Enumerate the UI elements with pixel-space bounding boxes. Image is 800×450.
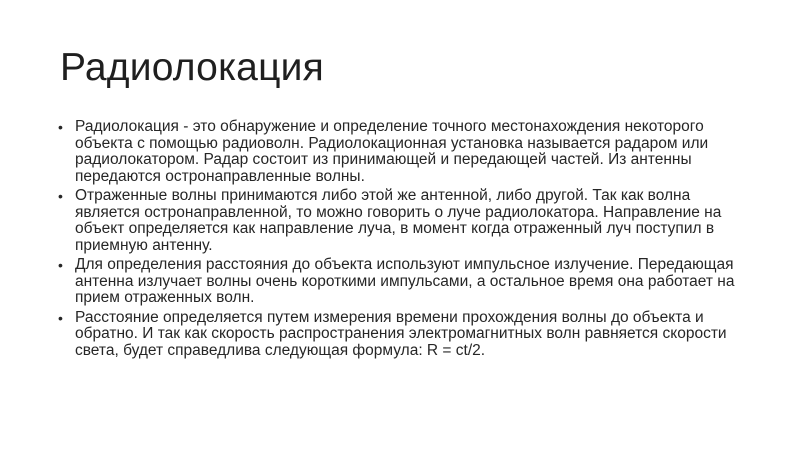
- bullet-text: Радиолокация - это обнаружение и определение точного местонахождения некоторого объекта с помощью радиоволн. Радиолокационная установка называется радаром или радиолокатором. Радар состоит из принимающей и передающей частей. Из антенны передаются остронаправленные волны.: [75, 118, 709, 185]
- bullet-text: Расстояние определяется путем измерения времени прохождения волны до объекта и обратно. И так как скорость распространения электромагнитных волн равняется скорости света, будет справедлива следующая формула: R = ct/2.: [75, 308, 727, 359]
- slide-title: Радиолокация: [60, 46, 324, 89]
- bullet-item: [58, 257, 748, 307]
- bullet-text: Отраженные волны принимаются либо этой же антенной, либо другой. Так как волна является остронаправленной, то можно говорить о луче радиолокатора. Направление на объект определяется как направление луча, в момент когда отраженный луч поступил в приемную антенну.: [75, 187, 722, 254]
- bullet-mark: •: [58, 188, 63, 204]
- bullet-item: [58, 188, 748, 254]
- bullet-list: [58, 119, 748, 362]
- bullet-item: [58, 119, 748, 185]
- bullet-mark: •: [58, 119, 63, 135]
- bullet-text: Для определения расстояния до объекта используют импульсное излучение. Передающая антенна излучает волны очень короткими импульсами, а остальное время она работает на прием отраженных волн.: [75, 256, 735, 306]
- bullet-mark: •: [58, 309, 63, 326]
- bullet-item: [58, 310, 748, 360]
- bullet-mark: •: [58, 257, 63, 273]
